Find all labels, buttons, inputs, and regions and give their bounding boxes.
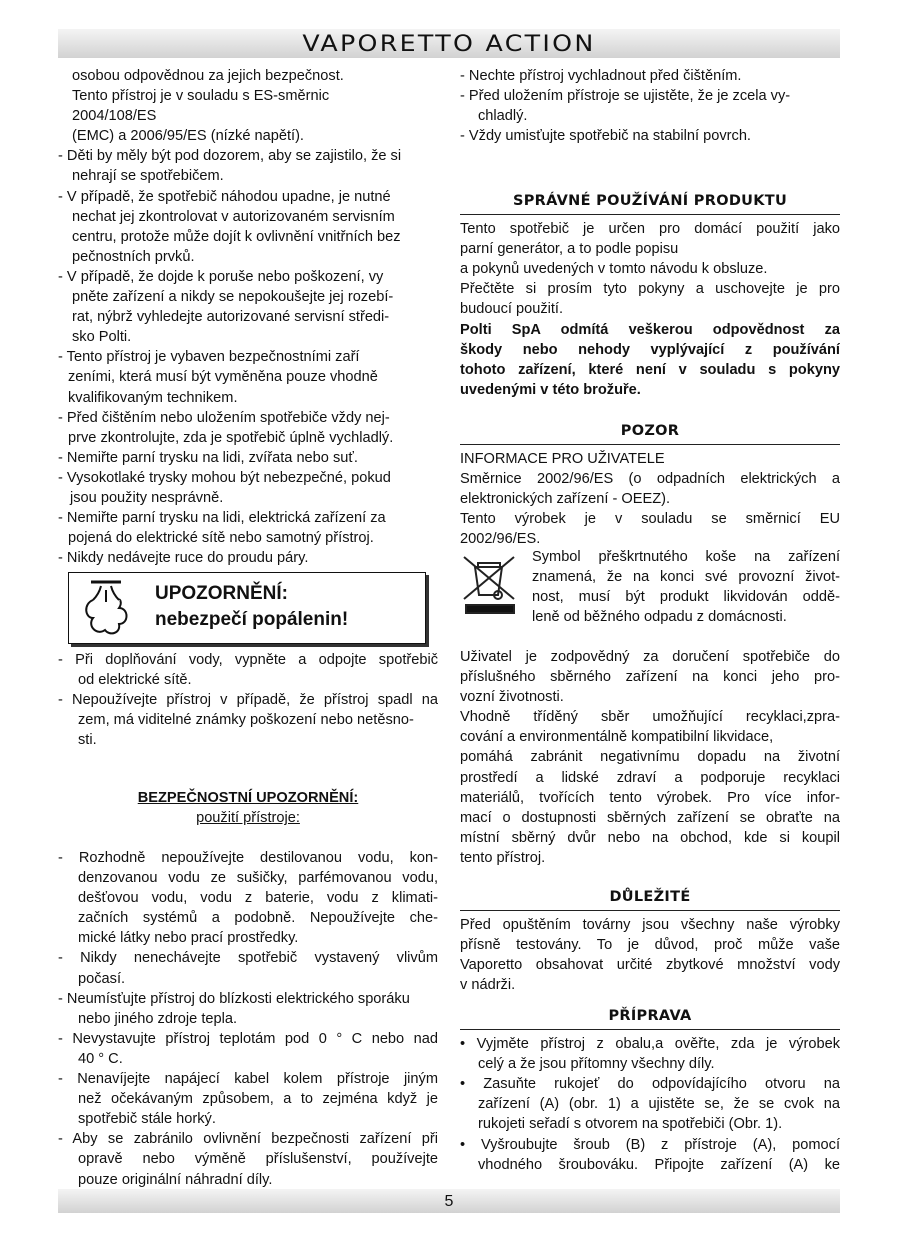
text-line: spotřebič stále horký. [78,1111,216,1128]
header-band [58,29,840,58]
text-line: uvedenými v této brožuře. [460,381,641,398]
text-line: parní generátor, a to podle popisu [460,241,679,258]
text-line: - Nechte přístroj vychladnout před čištěním. [460,68,742,84]
text-line: - Nemiřte parní trysku na lidi, zvířata nebo suť. [58,449,358,466]
warning-subtitle: nebezpečí popálenin! [155,609,349,630]
text-line: materiálů, tvořících tento výrobek. Pro více infor- [460,789,840,806]
text-line: nechat jej zkontrolovat v autorizovaném servisním [72,208,395,225]
text-line: - Při doplňování vody, vypněte a odpojte spotřebič [58,652,438,668]
text-line: nost, musí být produkt likvidován oddě- [532,589,840,606]
text-line: budoucí použití. [460,301,564,318]
text-line: zeními, která musí být vyměněna pouze vhodně [68,369,378,386]
text-line: osobou odpovědnou za jejich bezpečnost. [72,68,344,84]
text-line: znamená, že na konci své provozní život- [532,569,840,586]
text-line: cování a environmentálně kompatibilní likvidace, [460,729,774,746]
left-column-block [58,788,438,828]
text-line: (EMC) a 2006/95/ES (nízké napětí). [72,128,304,145]
text-line: - Nikdy nenechávejte spotřebič vystavený vlivům [58,950,438,967]
text-line: celý a že jsou přítomny všechny díly. [478,1056,715,1073]
text-line: - Nepoužívejte přístroj v případě, že přístroj spadl na [58,692,438,709]
text-line: - Před čištěním nebo uložením spotřebiče vždy nej- [58,409,390,426]
text-line: elektronických zařízení - OEEZ). [460,491,671,508]
text-line: leně od běžného odpadu z domácnosti. [532,609,787,626]
text-line: nehrají se spotřebičem. [72,168,224,185]
text-line: prostředí a lidské zdraví a podporuje recyklaci [460,769,840,786]
text-line: škody nebo nehody vyplývající z používání [460,341,840,358]
text-line: Směrnice 2002/96/ES (o odpadních elektrických a [460,471,840,488]
crossed-bin-icon [462,553,522,615]
text-line: - Nevystavujte přístroj teplotám pod 0 ° C nebo nad [58,1030,438,1047]
text-line: prve zkontrolujte, zda je spotřebič úplně vychladlý. [68,429,394,446]
text-line: Uživatel je zodpovědný za doručení spotřebiče do [460,649,840,665]
text-line: dešťovou vodu, vodu z baterie, vodu z klimati- [78,890,438,907]
text-line: zem, má viditelné známky poškození nebo netěsno- [78,712,414,729]
text-line: • Vyšroubujte šroub (B) z přístroje (A), pomocí [460,1136,840,1153]
text-line: místní sběrný dvůr nebo na obchod, kde si koupil [460,829,840,846]
text-line: Tento spotřebič je určen pro domácí použití jako [460,221,840,238]
burn-warning-box [68,572,426,644]
text-line: denzovanou vodu ze sušičky, parfémovanou vodu, [78,870,438,887]
text-line: chladlý. [478,108,528,125]
text-line: začních systémů a podobně. Nepoužívejte che- [78,910,438,927]
text-line: od elektrické sítě. [78,672,192,689]
text-line: centru, protože může dojít k ovlivnění vnitřních bez [72,228,401,245]
text-line: pečnostních prvků. [72,248,195,265]
text-line: Vhodně tříděný sběr umožňující recyklaci,zpra- [460,709,840,726]
text-line: tento přístroj. [460,849,546,866]
text-line: než očekávaným způsobem, a to zejména když je [78,1091,438,1108]
footer-band [58,1189,840,1213]
text-line: příslušného sběrného zařízení na konci jeho pro- [460,669,840,686]
text-line: pomáhá zabránit negativnímu dopadu na životní [460,749,840,766]
text-line: Polti SpA odmítá veškerou odpovědnost za [460,321,840,338]
text-line: počasí. [78,970,126,987]
text-line: INFORMACE PRO UŽIVATELE [460,451,665,468]
text-line: - Nikdy nedávejte ruce do proudu páry. [58,550,309,567]
text-line: pněte zařízení a nikdy se nepokoušejte jej rozebí- [72,289,394,306]
text-line: pouze originální náhradní díly. [78,1171,273,1188]
text-line: Přečtěte si prosím tyto pokyny a uschovejte je pro [460,281,840,298]
right-column-block [460,1006,840,1175]
text-line: - Nenavíjejte napájecí kabel kolem přístroje jiným [58,1071,438,1088]
text-line: Před opuštěním továrny jsou všechny naše výrobky [460,917,840,934]
text-line: - Neumísťujte přístroj do blízkosti elektrického sporáku [58,990,410,1007]
text-line: tohoto zařízení, které není v souladu s pokyny [460,361,840,378]
text-line: Symbol přeškrtnutého koše na zařízení [532,549,840,565]
text-line: - Tento přístroj je vybaven bezpečnostními zaří [58,349,360,366]
right-column-block [460,191,840,400]
text-line: • Zasuňte rukojeť do odpovídajícího otvoru na [460,1076,840,1093]
steam-hazard-icon [83,578,143,638]
text-line: Vaporetto obsahovat určité zbytkové množství vody [460,957,840,974]
text-line: - Vždy umisťujte spotřebič na stabilní povrch. [460,128,751,145]
left-column-block [58,66,440,568]
text-line: 2004/108/ES [72,108,157,125]
text-line: sti. [78,732,97,749]
section-heading: DŮLEŽITÉ [460,887,840,911]
text-line: - Aby se zabránilo ovlivnění bezpečnosti zařízení při [58,1131,438,1148]
text-line: zařízení (A) (obr. 1) a ujistěte se, že se cvok na [478,1096,840,1113]
text-line: Tento výrobek je v souladu se směrnicí EU [460,511,840,528]
text-line: použití přístroje: [196,810,300,827]
text-line: jsou použity nesprávně. [70,489,224,506]
page-number: 5 [444,1193,454,1210]
text-line: - Děti by měly být pod dozorem, aby se zajistilo, že si [58,148,402,165]
left-column-block [58,848,438,1190]
text-line: v nádrži. [460,977,516,994]
text-line: • Vyjměte přístroj z obalu,a ověřte, zda je výrobek [460,1036,840,1053]
text-line: - Nemiřte parní trysku na lidi, elektrická zařízení za [58,510,386,527]
right-column-block [460,887,840,995]
text-line: kvalifikovaným technikem. [68,389,238,406]
text-line: Tento přístroj je v souladu s ES-směrnic [72,88,330,105]
text-line: mací o dostupnosti sběrných zařízení se obraťte na [460,809,840,826]
left-column-block [58,650,438,750]
warning-title: UPOZORNĚNÍ: [155,583,288,604]
text-line: - Vysokotlaké trysky mohou být nebezpečné, pokud [58,469,391,486]
text-line: pojená do elektrické sítě nebo samotný přístroj. [68,530,374,547]
text-line: vhodného šroubováku. Připojte zařízení (A) ke [478,1156,840,1173]
text-line: 40 ° C. [78,1050,123,1067]
text-line: rukojeti seřadí s otvorem na spotřebiči (Obr. 1). [478,1116,783,1133]
right-column-block [460,421,840,550]
right-column-block [532,547,840,627]
text-line: vozní životnosti. [460,689,564,706]
text-line: - V případě, že spotřebič náhodou upadne, je nutné [58,188,391,205]
text-line: přísně testovány. To je důvod, proč může vaše [460,937,840,954]
header-title: VAPORETTO ACTION [302,32,596,57]
text-line: - Před uložením přístroje se ujistěte, že je zcela vy- [460,88,791,105]
text-line: 2002/96/ES. [460,531,541,548]
section-heading: PŘÍPRAVA [460,1006,840,1030]
section-heading: SPRÁVNÉ POUŽÍVÁNÍ PRODUKTU [460,191,840,215]
text-line: a pokynů uvedených v tomto návodu k obsluze. [460,261,768,278]
section-heading: POZOR [460,421,840,445]
text-line: opravě nebo výměně příslušenství, používejte [78,1151,438,1168]
text-line: nebo jiného zdroje tepla. [78,1010,238,1027]
text-line: BEZPEČNOSTNÍ UPOZORNĚNÍ: [137,790,359,806]
text-line: rat, nýbrž vyhledejte autorizované servisní středi- [72,309,390,326]
right-column-block [460,647,840,868]
text-line: mické látky nebo prací prostředky. [78,930,299,947]
text-line: - V případě, že dojde k poruše nebo poškození, vy [58,268,384,285]
right-column-block [460,66,840,146]
text-line: sko Polti. [72,329,132,346]
text-line: - Rozhodně nepoužívejte destilovanou vodu, kon- [58,850,438,866]
